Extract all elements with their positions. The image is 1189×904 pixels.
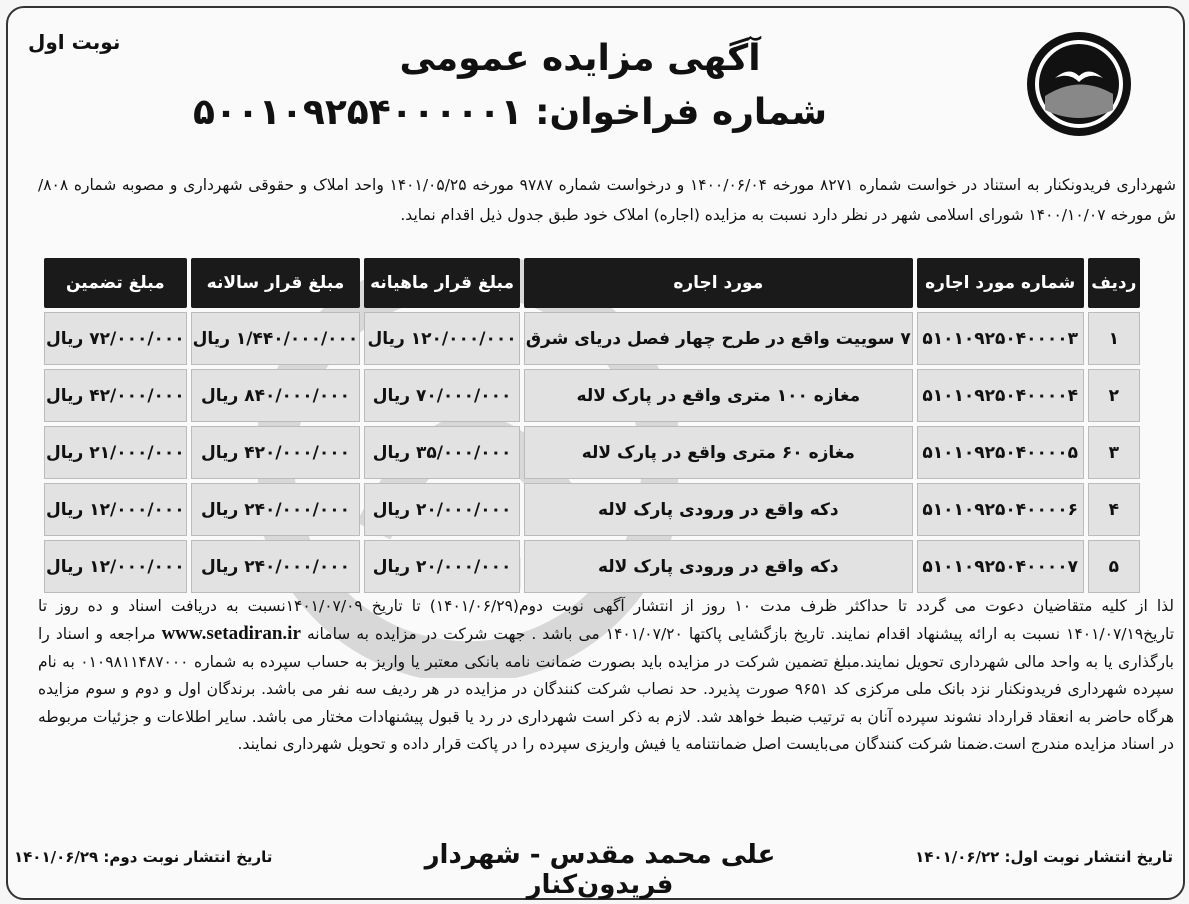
column-header-guarantee-amount: مبلغ تضمین [44,258,187,308]
table-cell: ۴ [1088,483,1140,536]
column-header-lease-number: شماره مورد اجاره [917,258,1084,308]
column-header-lease-item: مورد اجاره [524,258,913,308]
table-cell: ۱/۴۴۰/۰۰۰/۰۰۰ ریال [191,312,361,365]
call-number: شماره فراخوان: ۵۰۰۱۰۹۲۵۴۰۰۰۰۰۱ [193,92,827,133]
table-cell: ۳ [1088,426,1140,479]
table-cell: ۵۱۰۱۰۹۲۵۰۴۰۰۰۰۵ [917,426,1084,479]
table-cell: ۲ [1088,369,1140,422]
municipality-seal-icon [1025,30,1133,138]
table-cell: ۳۵/۰۰۰/۰۰۰ ریال [364,426,520,479]
setadiran-link[interactable]: www.setadiran.ir [161,623,301,645]
mayor-signature: علی محمد مقدس - شهردار فریدون‌کنار [424,840,776,900]
table-cell: ۵۱۰۱۰۹۲۵۰۴۰۰۰۰۴ [917,369,1084,422]
column-header-row-number: ردیف [1088,258,1140,308]
table-cell: ۵۱۰۱۰۹۲۵۰۴۰۰۰۰۳ [917,312,1084,365]
table-row [44,483,1140,536]
table-cell: ۷۰/۰۰۰/۰۰۰ ریال [364,369,520,422]
table-cell: ۵۱۰۱۰۹۲۵۰۴۰۰۰۰۷ [917,540,1084,593]
footer [0,840,1189,900]
table-cell: ۲۴۰/۰۰۰/۰۰۰ ریال [191,483,361,536]
page-title: آگهی مزایده عمومی [399,38,761,79]
table-row [44,312,1140,365]
table-cell: مغازه ۱۰۰ متری واقع در پارک لاله [524,369,913,422]
table-cell: ۲۰/۰۰۰/۰۰۰ ریال [364,483,520,536]
terms-text-part2: مراجعه و اسناد را بارگذاری یا به واحد مالی شهرداری تحویل نمایند.مبلغ تضمین شرکت در مزایده باید بصورت ضمانت نامه بانکی معتبر یا واریز به حساب سپرده به شماره ۰۱۰۹۸۱۱۴۸۷۰۰۰ به نام سپرده شهرداری فریدونکنار نزد بانک ملی مرکزی کد ۹۶۵۱ صورت پذیرد. حد نصاب شرکت کنندگان در مزایده در هر ردیف سه نفر می باشد. برندگان اول و دوم و سوم مزایده هرگاه حاضر به انعقاد قرارداد نشوند سپرده آنان به ترتیب ضبط خواهد شد. لازم به ذکر است شهرداری در رد یا قبول پیشنهادات مختار می باشد. سایر اطلاعات و جزئیات مربوطه در اسناد مزایده مندرج است.ضمنا شرکت کنندگان می‌بایست اصل ضمانتنامه یا فیش واریزی سپرده را در پاکت قرار داده و تحویل شهرداری نمایند. [38,625,1174,754]
table-cell: دکه واقع در ورودی پارک لاله [524,483,913,536]
table-cell: دکه واقع در ورودی پارک لاله [524,540,913,593]
table-cell: ۱۲/۰۰۰/۰۰۰ ریال [44,483,187,536]
first-publication-date: تاریخ انتشار نوبت اول: ۱۴۰۱/۰۶/۲۲ [915,848,1173,866]
table-cell: ۴۲/۰۰۰/۰۰۰ ریال [44,369,187,422]
table-row [44,369,1140,422]
table-cell: ۱ [1088,312,1140,365]
table-row [44,426,1140,479]
table-row [44,540,1140,593]
column-header-monthly-amount: مبلغ قرار ماهیانه [364,258,520,308]
table-cell: ۲۰/۰۰۰/۰۰۰ ریال [364,540,520,593]
table-cell: ۱۲/۰۰۰/۰۰۰ ریال [44,540,187,593]
second-publication-date: تاریخ انتشار نوبت دوم: ۱۴۰۱/۰۶/۲۹ [14,848,273,866]
table-cell: ۲۴۰/۰۰۰/۰۰۰ ریال [191,540,361,593]
table-cell: مغازه ۶۰ متری واقع در پارک لاله [524,426,913,479]
intro-paragraph: شهرداری فریدونکنار به استناد در خواست شماره ۸۲۷۱ مورخه ۱۴۰۰/۰۶/۰۴ و درخواست شماره ۹۷۸۷ مورخه ۱۴۰۱/۰۵/۲۵ واحد املاک و حقوقی شهرداری و مصوبه شماره ۸۰۸/ش مورخه ۱۴۰۰/۱۰/۰۷ شورای اسلامی شهر در نظر دارد نسبت به مزایده (اجاره) املاک خود طبق جدول ذیل اقدام نماید. [38,176,1176,224]
terms-paragraph [38,593,1174,758]
publication-badge: نوبت اول [28,30,121,54]
table-cell: ۲۱/۰۰۰/۰۰۰ ریال [44,426,187,479]
lease-table [40,254,1144,597]
column-header-annual-amount: مبلغ قرار سالانه [191,258,361,308]
table-cell: ۱۲۰/۰۰۰/۰۰۰ ریال [364,312,520,365]
terms-text-part1: لذا از کلیه متقاضیان دعوت می گردد تا حداکثر ظرف مدت ۱۰ روز از انتشار آگهی نوبت دوم(۱۴۰۱/۰۶/۲۹) تا تاریخ ۱۴۰۱/۰۷/۰۹نسبت به دریافت اسناد و ده روز تا تاریخ۱۴۰۱/۰۷/۱۹ نسبت به ارائه پیشنهاد اقدام نمایند. تاریخ بازگشایی پاکتها ۱۴۰۱/۰۷/۲۰ می باشد . جهت شرکت در مزایده به سامانه [38,597,1175,644]
table-cell: ۸۴۰/۰۰۰/۰۰۰ ریال [191,369,361,422]
table-cell: ۴۲۰/۰۰۰/۰۰۰ ریال [191,426,361,479]
table-cell: ۵ [1088,540,1140,593]
table-cell: ۷ سوییت واقع در طرح چهار فصل دریای شرق [524,312,913,365]
table-cell: ۷۲/۰۰۰/۰۰۰ ریال [44,312,187,365]
table-header-row [44,258,1140,308]
table-cell: ۵۱۰۱۰۹۲۵۰۴۰۰۰۰۶ [917,483,1084,536]
